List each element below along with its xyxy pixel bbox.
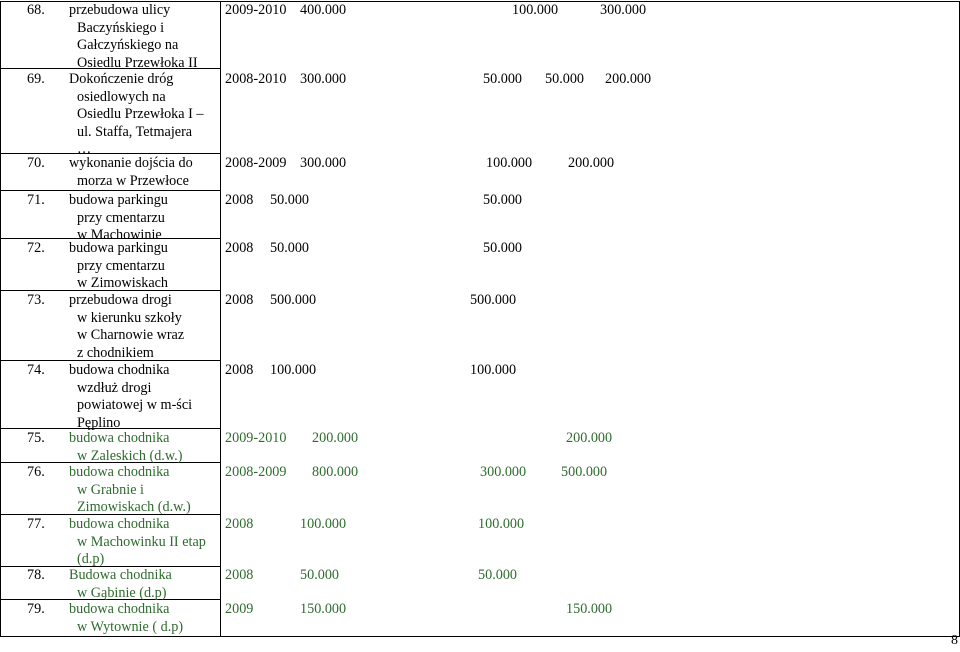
row-number: 78. (27, 567, 45, 583)
task-name-line: budowa parkingu (69, 192, 168, 208)
period-cell: 2008 (225, 192, 254, 208)
task-name-line: przy cmentarzu (77, 257, 165, 274)
task-name-line: Zimowiskach (d.w.) (77, 499, 191, 515)
period-cell: 2008 (225, 240, 254, 256)
year-amount-cell: 200.000 (568, 155, 615, 171)
year-amount-cell: 50.000 (483, 240, 523, 256)
task-name-line: budowa chodnika (69, 430, 170, 446)
year-amount-cell: 200.000 (566, 430, 613, 446)
period-cell: 2008 (225, 362, 254, 378)
task-name (69, 240, 219, 293)
total-cost-cell: 400.000 (300, 2, 347, 18)
row-divider (0, 190, 220, 191)
period-cell: 2008-2009 (225, 155, 287, 171)
period-cell: 2009-2010 (225, 2, 287, 18)
total-cost-cell: 50.000 (300, 567, 340, 583)
row-number: 72. (27, 240, 45, 256)
period-cell: 2009 (225, 601, 254, 617)
year-amount-cell: 100.000 (486, 155, 533, 171)
task-name (69, 567, 219, 602)
row-number: 70. (27, 155, 45, 171)
row-number: 77. (27, 516, 45, 532)
year-amount-cell: 100.000 (470, 362, 517, 378)
period-cell: 2008 (225, 516, 254, 532)
year-amount-cell: 300.000 (600, 2, 647, 18)
task-name-line: przy cmentarzu (77, 209, 165, 226)
task-name-line: w Wytownie ( d.p) (77, 618, 184, 635)
row-number: 68. (27, 2, 45, 18)
period-cell: 2008 (225, 292, 254, 308)
task-name-line: Baczyńskiego i (77, 19, 165, 36)
year-amount-cell: 300.000 (480, 464, 527, 480)
year-amount-cell: 50.000 (483, 192, 523, 208)
total-cost-cell: 300.000 (300, 71, 347, 87)
task-name-line: Gałczyńskiego na (77, 37, 179, 53)
task-name-line: przebudowa drogi (69, 292, 172, 308)
total-cost-cell: 50.000 (270, 192, 310, 208)
total-cost-cell: 150.000 (300, 601, 347, 617)
task-name (69, 71, 219, 159)
task-name (69, 292, 219, 362)
task-name (69, 516, 219, 569)
task-name-line: w Machowinie (77, 227, 162, 243)
year-amount-cell: 500.000 (561, 464, 608, 480)
task-name-line: osiedlowych na (77, 88, 166, 105)
task-name-line: w Zimowiskach (77, 275, 169, 291)
task-name-line: budowa chodnika (69, 516, 170, 532)
row-number: 69. (27, 71, 45, 87)
year-amount-cell: 50.000 (478, 567, 518, 583)
task-name-line: Osiedlu Przewłoka II (77, 54, 198, 71)
total-cost-cell: 500.000 (270, 292, 317, 308)
task-name-line: w Grabnie i (77, 481, 144, 498)
task-name (69, 464, 219, 517)
task-name-line: (d.p) (77, 551, 105, 567)
task-name-line: Pęplino (77, 414, 121, 431)
task-name-line: Dokończenie dróg (69, 71, 174, 87)
task-name-line: w Zaleskich (d.w.) (77, 447, 183, 464)
task-name-line: w Machowinku II etap (77, 533, 206, 550)
task-name-line: przebudowa ulicy (69, 2, 171, 18)
period-cell: 2008-2010 (225, 71, 287, 87)
task-name (69, 2, 219, 72)
task-name-line: z chodnikiem (77, 344, 154, 361)
task-name-line: budowa chodnika (69, 362, 170, 378)
task-name-line: wzdłuż drogi (77, 379, 152, 396)
task-name-line: Osiedlu Przewłoka I – (77, 106, 204, 122)
row-number: 71. (27, 192, 45, 208)
period-cell: 2008 (225, 567, 254, 583)
task-name-line: Budowa chodnika (69, 567, 172, 583)
row-number: 74. (27, 362, 45, 378)
row-number: 75. (27, 430, 45, 446)
row-number: 76. (27, 464, 45, 480)
task-name-line: budowa chodnika (69, 601, 170, 617)
year-amount-cell: 50.000 (545, 71, 585, 87)
task-name-line: w kierunku szkoły (77, 309, 182, 326)
task-name-line: powiatowej w m-ści (77, 397, 193, 413)
year-amount-cell: 100.000 (478, 516, 525, 532)
task-name (69, 430, 219, 465)
total-cost-cell: 200.000 (312, 430, 359, 446)
total-cost-cell: 100.000 (300, 516, 347, 532)
year-amount-cell: 50.000 (483, 71, 523, 87)
task-name-line: budowa parkingu (69, 240, 168, 256)
task-name-line: … (77, 141, 92, 157)
task-name-line: w Gąbinie (d.p) (77, 584, 167, 601)
task-name (69, 601, 219, 636)
row-number: 79. (27, 601, 45, 617)
period-cell: 2008-2009 (225, 464, 287, 480)
row-number: 73. (27, 292, 45, 308)
task-name (69, 155, 219, 190)
page-number: 8 (951, 633, 958, 648)
task-name-line: budowa chodnika (69, 464, 170, 480)
total-cost-cell: 100.000 (270, 362, 317, 378)
period-cell: 2009-2010 (225, 430, 287, 446)
year-amount-cell: 150.000 (566, 601, 613, 617)
task-name-line: morza w Przewłoce (77, 172, 189, 189)
year-amount-cell: 200.000 (605, 71, 652, 87)
year-amount-cell: 500.000 (470, 292, 517, 308)
year-amount-cell: 100.000 (512, 2, 559, 18)
task-name-line: w Charnowie wraz (77, 327, 185, 343)
total-cost-cell: 800.000 (312, 464, 359, 480)
task-name (69, 362, 219, 432)
task-name-line: wykonanie dojścia do (69, 155, 193, 171)
total-cost-cell: 50.000 (270, 240, 310, 256)
task-name (69, 192, 219, 245)
total-cost-cell: 300.000 (300, 155, 347, 171)
task-name-line: ul. Staffa, Tetmajera (77, 123, 193, 140)
